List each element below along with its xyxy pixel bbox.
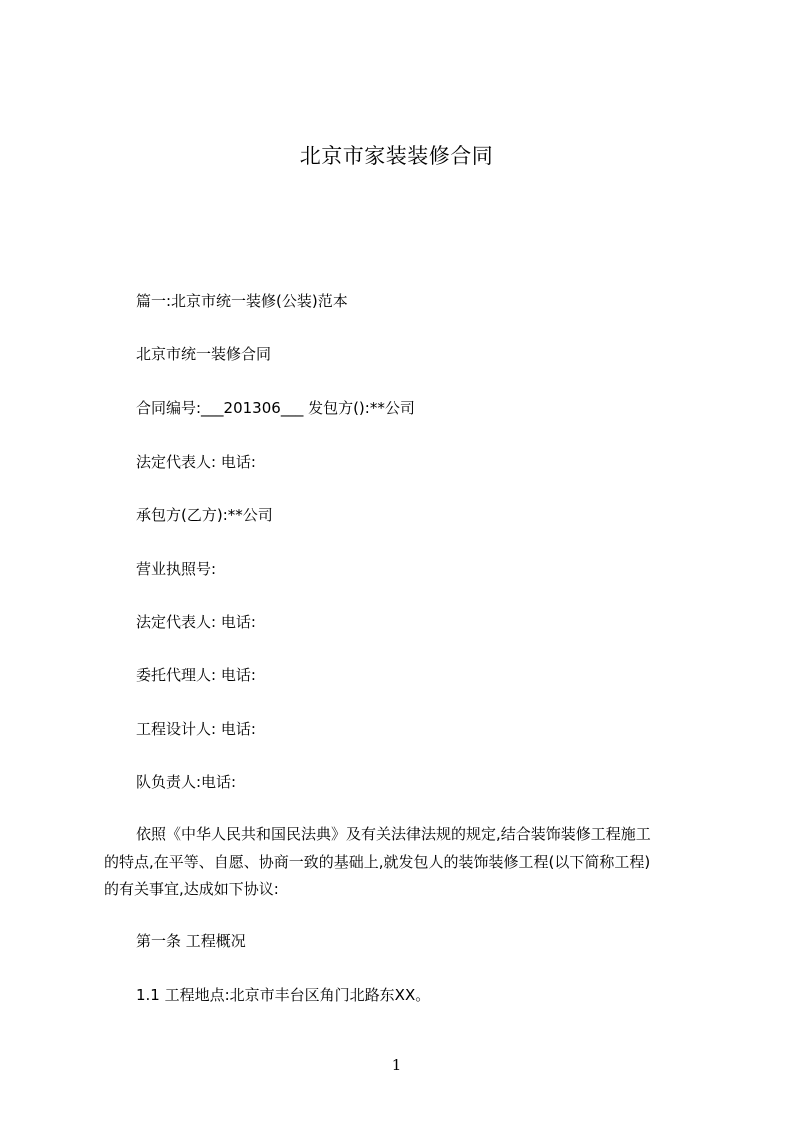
preamble-line-2: 的特点,在平等、自愿、协商一致的基础上,就发包人的装饰装修工程(以下简称工程) [104, 852, 651, 871]
contract-name: 北京市统一装修合同 [136, 345, 272, 363]
designer-line: 工程设计人: 电话: [136, 720, 256, 738]
document-title: 北京市家装装修合同 [299, 144, 494, 168]
team-leader-line: 队负责人:电话: [136, 773, 237, 791]
page-number: 1 [391, 1056, 402, 1074]
preamble-line-1: 依照《中华人民共和国民法典》及有关法律法规的规定,结合装饰装修工程施工 [136, 825, 651, 843]
preamble-line-3: 的有关事宜,达成如下协议: [104, 880, 279, 898]
preamble-paragraph [104, 821, 704, 904]
legal-rep-line: 法定代表人: 电话: [136, 453, 256, 471]
article-heading: 第一条 工程概况 [136, 932, 246, 950]
business-license-line: 营业执照号: [136, 560, 217, 578]
contract-number-line: 合同编号:___201306___ 发包方():**公司 [136, 399, 415, 417]
section-heading: 篇一:北京市统一装修(公装)范本 [136, 292, 348, 310]
clause-1-1: 1.1 工程地点:北京市丰台区角门北路东XX。 [136, 986, 431, 1004]
contractor-line: 承包方(乙方):**公司 [136, 506, 273, 524]
contractor-legal-rep-line: 法定代表人: 电话: [136, 613, 256, 631]
agent-line: 委托代理人: 电话: [136, 666, 256, 684]
